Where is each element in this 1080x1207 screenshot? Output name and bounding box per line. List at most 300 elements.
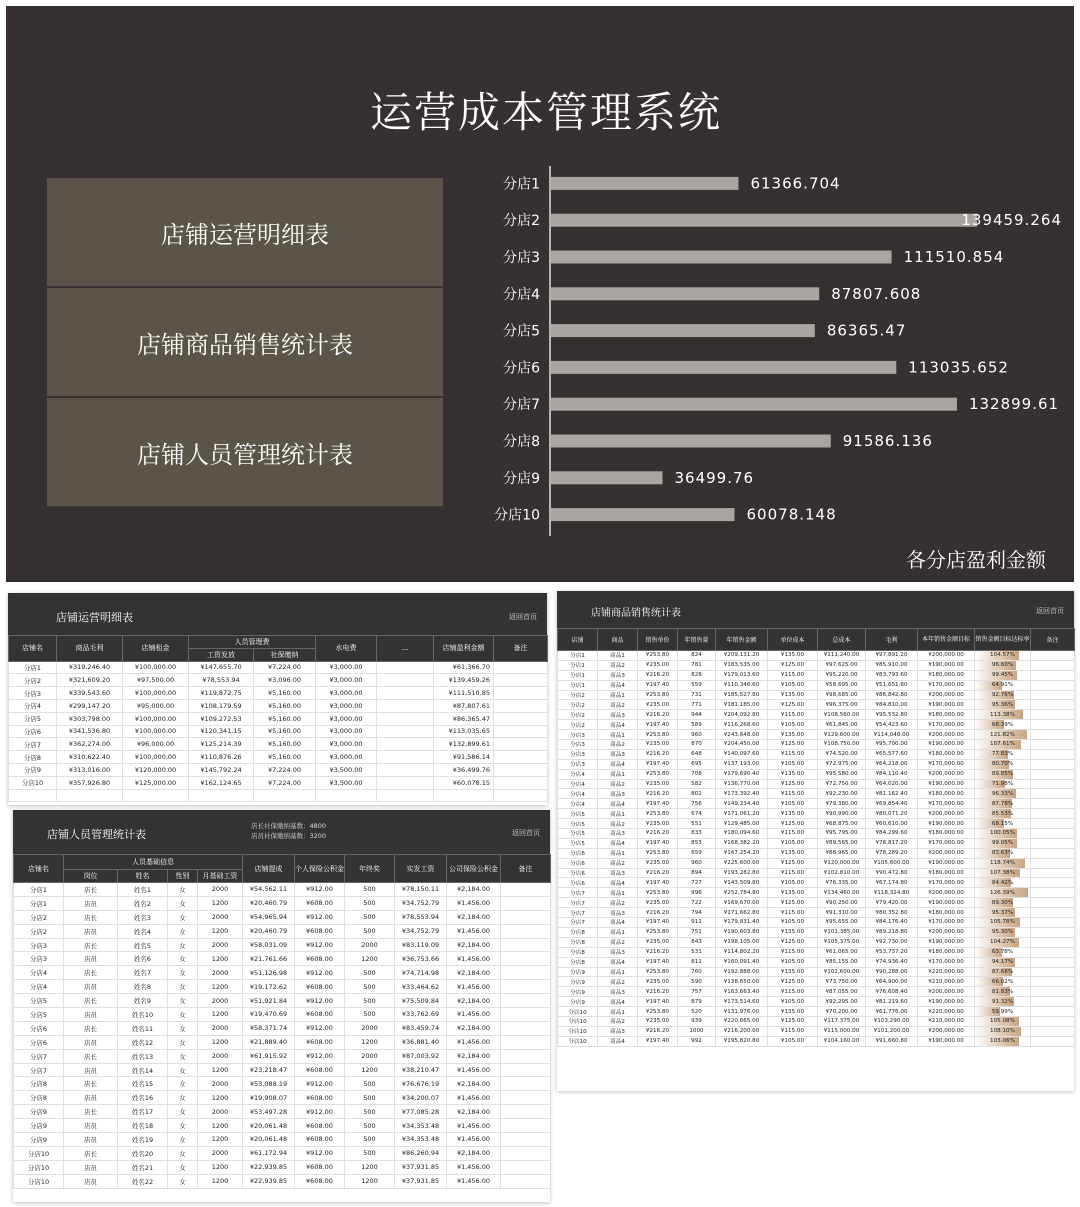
cell-amount: ¥171,662.80	[716, 908, 768, 918]
cell-net: ¥36,881.40	[395, 1035, 447, 1049]
cell-price: ¥253.80	[638, 888, 678, 898]
cell-qty: 996	[678, 888, 716, 898]
cell-gross: ¥54,423.60	[866, 720, 918, 730]
table-row	[14, 1133, 551, 1147]
cell-post: 店长	[64, 1077, 118, 1091]
cell-remark	[501, 1049, 551, 1063]
rate-value: 84.42%	[991, 879, 1014, 886]
col-name: 姓名	[118, 870, 168, 883]
cell-target: ¥180,000.00	[918, 749, 975, 759]
cell-social: ¥5,160.00	[254, 738, 316, 751]
cell-commission: ¥51,921.84	[243, 994, 295, 1008]
cell-amount: ¥216,200.00	[716, 1026, 768, 1036]
cell-total-cost: ¥96,375.00	[818, 700, 866, 710]
table-row	[14, 896, 551, 910]
cell-product: 商品1	[598, 848, 638, 858]
cell-gender: 女	[168, 1119, 198, 1133]
cell-gross: ¥79,420.00	[866, 898, 918, 908]
cell-gross: ¥69,854.40	[866, 799, 918, 809]
cell-product: 商品4	[598, 759, 638, 769]
cell-company: ¥2,184.00	[447, 938, 501, 952]
cell-name: 姓名6	[118, 952, 168, 966]
cell-product: 商品4	[598, 799, 638, 809]
data-label: 61366.704	[750, 174, 841, 193]
cell-unit-cost: ¥105.00	[768, 759, 818, 769]
cell-target: ¥180,000.00	[918, 829, 975, 839]
cell-insurance: ¥912.00	[295, 1049, 345, 1063]
cell-base: 2000	[198, 1146, 243, 1160]
cell-profit: ¥111,510.85	[434, 687, 494, 700]
cell-unit-cost: ¥125.00	[768, 819, 818, 829]
cell-insurance: ¥912.00	[295, 1146, 345, 1160]
cell-store: 分店8	[558, 937, 598, 947]
cell-wage: ¥162,124.65	[189, 776, 254, 789]
data-label: 91586.136	[842, 432, 933, 450]
cell-store: 分店10	[14, 1174, 64, 1188]
table-row	[558, 878, 1075, 888]
cell-insurance: ¥608.00	[295, 952, 345, 966]
cell-post: 店员	[64, 1174, 118, 1188]
cell-remark	[1031, 740, 1075, 750]
cell-total-cost: ¥134,460.00	[818, 888, 866, 898]
cell-bonus: 1200	[345, 1063, 395, 1077]
data-label: 86365.47	[826, 321, 907, 340]
cell-bonus: 2000	[345, 938, 395, 952]
col-target: 本年销售金额目标	[918, 629, 975, 651]
cell-product: 商品4	[598, 680, 638, 690]
cell-base: 1200	[198, 1133, 243, 1147]
rate-value: 68.39%	[991, 721, 1014, 728]
cell-product: 商品1	[598, 1007, 638, 1017]
cell-commission: ¥61,915.92	[243, 1049, 295, 1063]
rate-value: 96.60%	[991, 662, 1014, 669]
cell-name: 姓名12	[118, 1035, 168, 1049]
table-row	[558, 1007, 1075, 1017]
table-row	[14, 1174, 551, 1188]
cell-price: ¥197.40	[638, 1036, 678, 1046]
col-rate: 销售金额目标达标率	[975, 629, 1031, 651]
cell-store: 分店1	[558, 670, 598, 680]
cell-net: ¥76,676.19	[395, 1077, 447, 1091]
back-home-link[interactable]: 返回首页	[1036, 607, 1064, 615]
cell-qty: 879	[678, 997, 716, 1007]
cell-total-cost: ¥95,795.00	[818, 829, 866, 839]
cell-gross: ¥60,610.00	[866, 819, 918, 829]
rate-value: 95.30%	[991, 929, 1014, 936]
cell-target: ¥190,000.00	[918, 858, 975, 868]
cell-gross: ¥341,536.80	[57, 725, 123, 738]
cell-price: ¥235.00	[638, 937, 678, 947]
table-row	[9, 661, 548, 674]
cell-remark	[1031, 680, 1075, 690]
cell-gender: 女	[168, 1049, 198, 1063]
cell-store: 分店4	[558, 789, 598, 799]
cell-rate	[975, 848, 1031, 858]
cell-profit: ¥86,365.47	[434, 712, 494, 725]
cell-total-cost: ¥95,220.00	[818, 670, 866, 680]
cell-unit-cost: ¥135.00	[768, 730, 818, 740]
nav-store-operations[interactable]: 店铺运营明细表	[47, 178, 443, 287]
cell-base: 1200	[198, 896, 243, 910]
cell-gross: ¥92,730.00	[866, 937, 918, 947]
cell-store: 分店8	[14, 1091, 64, 1105]
nav-staff-management[interactable]: 店铺人员管理统计表	[47, 398, 443, 507]
cell-product: 商品4	[598, 720, 638, 730]
cell-bonus: 500	[345, 910, 395, 924]
cell-wage: ¥108,179.59	[189, 699, 254, 712]
cell-store: 分店5	[14, 994, 64, 1008]
cell-gross: ¥91,660.80	[866, 1036, 918, 1046]
cell-rate	[975, 898, 1031, 908]
cell-wage: ¥147,655.70	[189, 661, 254, 674]
cell-product: 商品4	[598, 957, 638, 967]
cell-target: ¥200,000.00	[918, 927, 975, 937]
cell-rate	[975, 878, 1031, 888]
cell-remark	[1031, 997, 1075, 1007]
col-qty: 年销售量	[678, 629, 716, 651]
cell-rate	[975, 947, 1031, 957]
cell-base: 1200	[198, 1174, 243, 1188]
table-row	[14, 1091, 551, 1105]
cell-target: ¥190,000.00	[918, 660, 975, 670]
sales-panel	[557, 591, 1074, 1091]
cell-insurance: ¥912.00	[295, 1077, 345, 1091]
cell-remark	[494, 789, 548, 802]
cell-remark	[1031, 977, 1075, 987]
cell-gross: ¥313,016.00	[57, 763, 123, 776]
cell-dots	[377, 789, 434, 802]
cell-remark	[501, 910, 551, 924]
cell-remark	[494, 712, 548, 725]
col-social: 社保缴纳	[254, 648, 316, 661]
cell-unit-cost: ¥115.00	[768, 1026, 818, 1036]
cell-post: 店长	[64, 883, 118, 897]
cell-target: ¥210,000.00	[918, 1016, 975, 1026]
category-label: 分店1	[503, 176, 540, 193]
cell-product: 商品4	[598, 838, 638, 848]
cell-unit-cost: ¥135.00	[768, 809, 818, 819]
cell-total-cost: ¥97,625.00	[818, 660, 866, 670]
cell-utility: ¥3,000.00	[316, 687, 377, 700]
table-row	[558, 868, 1075, 878]
cell-wage: ¥78,553.94	[189, 674, 254, 687]
cell-bonus: 2000	[345, 1021, 395, 1035]
cell-store: 分店5	[558, 838, 598, 848]
cell-qty: 590	[678, 977, 716, 987]
cell-rate	[975, 809, 1031, 819]
cell-target: ¥200,000.00	[918, 809, 975, 819]
cell-post: 店员	[64, 924, 118, 938]
cell-net: ¥87,003.92	[395, 1049, 447, 1063]
cell-target: ¥170,000.00	[918, 759, 975, 769]
cell-rate	[975, 868, 1031, 878]
cell-company: ¥2,184.00	[447, 1049, 501, 1063]
cell-remark	[1031, 759, 1075, 769]
cell-gross: ¥114,048.00	[866, 730, 918, 740]
cell-amount: ¥163,663.40	[716, 987, 768, 997]
table-row	[14, 938, 551, 952]
cell-store	[9, 789, 57, 802]
cell-insurance: ¥912.00	[295, 966, 345, 980]
cell-price: ¥235.00	[638, 1016, 678, 1026]
cell-amount: ¥138,650.00	[716, 977, 768, 987]
cell-utility: ¥3,000.00	[316, 661, 377, 674]
cell-remark	[1031, 660, 1075, 670]
cell-amount: ¥183,535.00	[716, 660, 768, 670]
cell-net: ¥83,459.74	[395, 1021, 447, 1035]
cell-store: 分店8	[14, 1077, 64, 1091]
cell-company: ¥1,456.00	[447, 896, 501, 910]
cell-total-cost: ¥111,240.00	[818, 651, 866, 661]
cell-base: 2000	[198, 1049, 243, 1063]
cell-store: 分店4	[14, 966, 64, 980]
col-profit: 店铺盈利金额	[434, 636, 494, 662]
cell-remark	[1031, 967, 1075, 977]
cell-remark	[1031, 720, 1075, 730]
cell-remark	[1031, 868, 1075, 878]
cell-gross: ¥299,147.20	[57, 699, 123, 712]
data-label: 132899.61	[968, 395, 1060, 414]
col-rent: 店铺租金	[123, 636, 189, 662]
cell-rate	[975, 967, 1031, 977]
cell-store: 分店2	[558, 720, 598, 730]
cell-price: ¥216.20	[638, 710, 678, 720]
cell-amount: ¥129,485.00	[716, 819, 768, 829]
cell-amount: ¥114,802.20	[716, 947, 768, 957]
cell-gender: 女	[168, 1021, 198, 1035]
cell-gross	[57, 789, 123, 802]
cell-utility: ¥3,000.00	[316, 725, 377, 738]
cell-profit: ¥132,899.61	[434, 738, 494, 751]
cell-price: ¥253.80	[638, 769, 678, 779]
cell-remark	[501, 966, 551, 980]
cell-gender: 女	[168, 1008, 198, 1022]
cell-insurance: ¥608.00	[295, 1063, 345, 1077]
cell-social	[254, 789, 316, 802]
cell-bonus: 500	[345, 1146, 395, 1160]
bar	[551, 214, 977, 227]
category-label: 分店4	[503, 286, 540, 303]
cell-company: ¥1,456.00	[447, 1160, 501, 1174]
cell-insurance: ¥912.00	[295, 910, 345, 924]
cell-company: ¥2,184.00	[447, 1105, 501, 1119]
cell-gross: ¥64,900.00	[866, 977, 918, 987]
cell-insurance: ¥608.00	[295, 896, 345, 910]
cell-net: ¥78,553.94	[395, 910, 447, 924]
cell-target: ¥220,000.00	[918, 967, 975, 977]
table-row	[9, 725, 548, 738]
cell-unit-cost: ¥105.00	[768, 680, 818, 690]
cell-profit: ¥139,459.26	[434, 674, 494, 687]
cell-product: 商品3	[598, 789, 638, 799]
cell-commission: ¥20,061.48	[243, 1119, 295, 1133]
cell-gross: ¥321,609.20	[57, 674, 123, 687]
cell-store: 分店10	[558, 1026, 598, 1036]
cell-total-cost: ¥129,600.00	[818, 730, 866, 740]
cell-wage: ¥120,341.15	[189, 725, 254, 738]
cell-target: ¥180,000.00	[918, 908, 975, 918]
table-row	[558, 1036, 1075, 1046]
table-row	[558, 799, 1075, 809]
cell-target: ¥170,000.00	[918, 918, 975, 928]
cell-price: ¥197.40	[638, 878, 678, 888]
nav-product-sales[interactable]: 店铺商品销售统计表	[47, 288, 443, 397]
cell-rate	[975, 858, 1031, 868]
cell-product: 商品1	[598, 690, 638, 700]
cell-store: 分店2	[14, 910, 64, 924]
cell-qty: 794	[678, 908, 716, 918]
cell-amount: ¥204,450.00	[716, 740, 768, 750]
cell-social: ¥5,160.00	[254, 712, 316, 725]
cell-price: ¥216.20	[638, 1026, 678, 1036]
cell-company: ¥2,184.00	[447, 1021, 501, 1035]
cell-net: ¥34,200.07	[395, 1091, 447, 1105]
cell-gross: ¥339,543.60	[57, 687, 123, 700]
cell-price: ¥235.00	[638, 700, 678, 710]
cell-target: ¥200,000.00	[918, 888, 975, 898]
table-row	[9, 712, 548, 725]
col-utility: 水电费	[316, 636, 377, 662]
cell-remark	[1031, 670, 1075, 680]
cell-price: ¥197.40	[638, 759, 678, 769]
rate-value: 113.38%	[990, 711, 1015, 718]
staff-panel	[13, 810, 550, 1202]
col-insurance: 个人保险公积金	[295, 855, 345, 883]
cell-commission: ¥53,088.19	[243, 1077, 295, 1091]
cell-store: 分店2	[14, 924, 64, 938]
cell-qty: 944	[678, 710, 716, 720]
cell-wage: ¥119,872.75	[189, 687, 254, 700]
cell-wage: ¥109,272.53	[189, 712, 254, 725]
cell-base: 2000	[198, 883, 243, 897]
cell-amount: ¥252,784.80	[716, 888, 768, 898]
rate-value: 87.68%	[991, 968, 1014, 975]
back-home-link[interactable]: 返回首页	[509, 613, 537, 621]
col-net: 实发工资	[395, 855, 447, 883]
cell-post: 店员	[64, 1133, 118, 1147]
cell-store: 分店6	[558, 878, 598, 888]
cell-product: 商品1	[598, 651, 638, 661]
col-store: 店铺	[558, 629, 598, 651]
rate-value: 64.91%	[991, 682, 1014, 689]
rate-value: 99.45%	[991, 672, 1014, 679]
cell-wage: ¥110,876.26	[189, 751, 254, 764]
cell-remark	[1031, 749, 1075, 759]
cell-commission: ¥53,497.28	[243, 1105, 295, 1119]
cell-company: ¥1,456.00	[447, 1063, 501, 1077]
cell-target: ¥190,000.00	[918, 740, 975, 750]
cell-price: ¥253.80	[638, 809, 678, 819]
col-gross: 商品毛利	[57, 636, 123, 662]
cell-product: 商品1	[598, 769, 638, 779]
table-row	[558, 1016, 1075, 1026]
cell-amount: ¥173,392.40	[716, 789, 768, 799]
cell-store: 分店1	[558, 651, 598, 661]
cell-qty: 551	[678, 819, 716, 829]
cell-price: ¥253.80	[638, 651, 678, 661]
cell-utility: ¥3,000.00	[316, 674, 377, 687]
cell-utility: ¥3,500.00	[316, 776, 377, 789]
ops-panel	[8, 593, 547, 805]
cell-store: 分店2	[558, 710, 598, 720]
cell-qty: 582	[678, 779, 716, 789]
cell-price: ¥197.40	[638, 918, 678, 928]
data-label: 60078.148	[746, 505, 837, 524]
cell-amount: ¥110,346.60	[716, 680, 768, 690]
page-title: 运营成本管理系统	[369, 88, 722, 137]
cell-commission: ¥19,470.69	[243, 1008, 295, 1022]
cell-store: 分店7	[558, 888, 598, 898]
col-product: 商品	[598, 629, 638, 651]
table-row	[558, 809, 1075, 819]
col-base: 月基础工资	[198, 870, 243, 883]
cell-rate	[975, 829, 1031, 839]
bar	[551, 287, 819, 300]
table-row	[558, 740, 1075, 750]
cell-amount: ¥192,888.00	[716, 967, 768, 977]
rate-value: 118.74%	[990, 860, 1015, 867]
cell-commission: ¥58,371.74	[243, 1021, 295, 1035]
cell-gross: ¥303,798.00	[57, 712, 123, 725]
rate-value: 121.82%	[990, 731, 1015, 738]
cell-total-cost: ¥61,065.00	[818, 947, 866, 957]
cell-remark	[501, 952, 551, 966]
rate-value: 104.57%	[990, 652, 1015, 659]
cell-unit-cost: ¥125.00	[768, 740, 818, 750]
cell-amount: ¥136,770.00	[716, 779, 768, 789]
cell-bonus: 500	[345, 924, 395, 938]
cell-store: 分店9	[558, 997, 598, 1007]
cell-price: ¥235.00	[638, 779, 678, 789]
sales-table	[557, 628, 1075, 1047]
cell-remark	[1031, 779, 1075, 789]
back-home-link[interactable]: 返回首页	[512, 829, 540, 837]
cell-company: ¥1,456.00	[447, 1133, 501, 1147]
cell-name: 姓名22	[118, 1174, 168, 1188]
cell-remark	[494, 738, 548, 751]
cell-bonus: 1200	[345, 952, 395, 966]
cell-target: ¥220,000.00	[918, 1007, 975, 1017]
cell-bonus: 500	[345, 883, 395, 897]
table-row	[558, 937, 1075, 947]
col-remark: 备注	[494, 636, 548, 662]
cell-post: 店员	[64, 980, 118, 994]
cell-social: ¥7,224.00	[254, 661, 316, 674]
cell-amount: ¥204,092.80	[716, 710, 768, 720]
profit-bar-chart	[466, 156, 1066, 536]
cell-unit-cost: ¥115.00	[768, 987, 818, 997]
cell-gross: ¥78,289.20	[866, 848, 918, 858]
staff-panel-title: 店铺人员管理统计表	[47, 828, 146, 841]
cell-name: 姓名21	[118, 1160, 168, 1174]
cell-qty: 1000	[678, 1026, 716, 1036]
table-row	[14, 1105, 551, 1119]
cell-name: 姓名10	[118, 1008, 168, 1022]
cell-unit-cost: ¥115.00	[768, 670, 818, 680]
cell-target: ¥180,000.00	[918, 710, 975, 720]
cell-unit-cost: ¥135.00	[768, 690, 818, 700]
table-row	[14, 1063, 551, 1077]
col-store: 店铺名	[9, 636, 57, 662]
cell-rate	[975, 1036, 1031, 1046]
cell-base: 1200	[198, 980, 243, 994]
cell-company: ¥1,456.00	[447, 1008, 501, 1022]
cell-social: ¥7,224.00	[254, 763, 316, 776]
cell-remark	[501, 938, 551, 952]
cell-net: ¥86,260.94	[395, 1146, 447, 1160]
cell-remark	[494, 776, 548, 789]
cell-dots	[377, 699, 434, 712]
